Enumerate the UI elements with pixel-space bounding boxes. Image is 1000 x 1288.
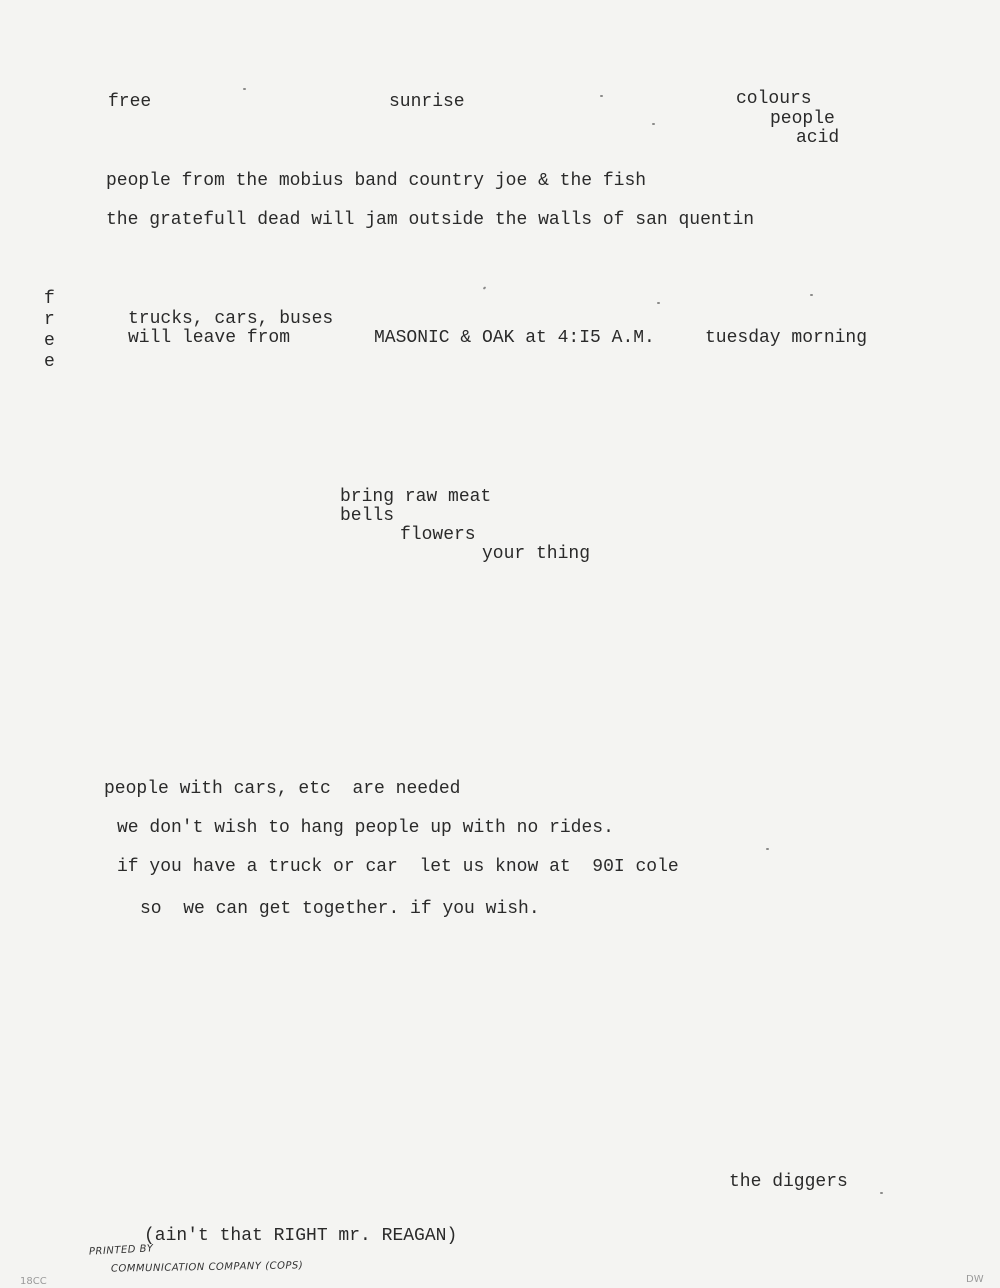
departure-location-time: MASONIC & OAK at 4:I5 A.M. [374, 328, 655, 348]
printed-by-label: PRINTED BY [88, 1243, 154, 1258]
heading-people: people [770, 109, 835, 129]
signature-the-diggers: the diggers [729, 1172, 848, 1192]
departure-day: tuesday morning [705, 328, 868, 348]
ink-speck [657, 302, 660, 304]
ink-speck [766, 848, 769, 850]
intro-line-grateful-dead: the gratefull dead will jam outside the walls of san quentin [106, 210, 755, 230]
ink-speck [880, 1192, 883, 1194]
heading-free: free [108, 92, 152, 112]
heading-sunrise: sunrise [389, 92, 465, 112]
request-contact: if you have a truck or car let us know at 90I cole [117, 857, 679, 877]
vertical-free-r: r [44, 310, 55, 330]
departure-leave-from: will leave from [128, 328, 291, 348]
intro-line-bands: people from the mobius band country joe & the fish [106, 171, 647, 191]
ink-speck [652, 123, 655, 125]
vertical-free-e2: e [44, 352, 55, 372]
ink-speck [483, 286, 487, 289]
bring-flowers: flowers [400, 525, 476, 545]
heading-acid: acid [796, 128, 840, 148]
bring-raw-meat: bring raw meat [340, 487, 492, 507]
archive-mark-left: 18CC [20, 1276, 47, 1287]
ink-speck [600, 95, 603, 97]
bring-your-thing: your thing [482, 544, 591, 564]
ink-speck [243, 88, 246, 90]
printed-by-company: COMMUNICATION COMPANY (COPS) [110, 1260, 304, 1275]
departure-vehicles: trucks, cars, buses [128, 309, 334, 329]
footer-reagan: (ain't that RIGHT mr. REAGAN) [144, 1226, 458, 1246]
vertical-free-f: f [44, 289, 55, 309]
request-get-together: so we can get together. if you wish. [140, 899, 540, 919]
bring-bells: bells [340, 506, 395, 526]
ink-speck [810, 294, 813, 296]
archive-mark-right: DW [966, 1274, 984, 1285]
request-no-rides: we don't wish to hang people up with no rides. [117, 818, 614, 838]
request-cars-needed: people with cars, etc are needed [104, 779, 461, 799]
vertical-free-e1: e [44, 331, 55, 351]
heading-colours: colours [736, 89, 812, 109]
